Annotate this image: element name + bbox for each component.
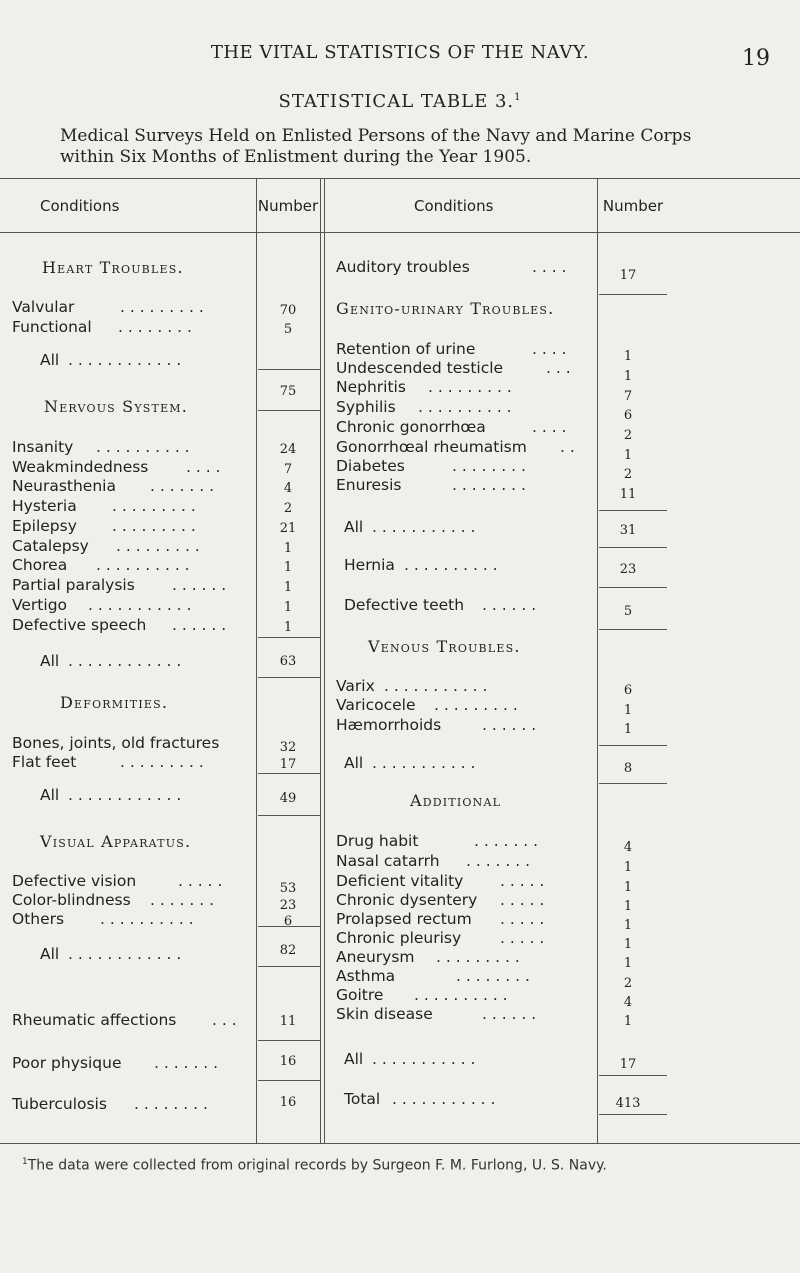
dot-leader: . . . . . . . [154, 1054, 219, 1072]
row-value: 1 [283, 620, 293, 635]
dot-leader: . . . . . . . [474, 832, 539, 850]
header-number-right: Number [602, 197, 664, 215]
row-value: 1 [623, 918, 633, 933]
subtotal-rule [258, 966, 320, 967]
row-value: 6 [623, 683, 633, 698]
column-divider-3 [324, 178, 325, 1143]
header-number-left: Number [257, 197, 319, 215]
dot-leader: . . [560, 438, 575, 456]
row-value: 2 [283, 501, 293, 516]
dot-leader: . . . . . . . . . . [404, 556, 498, 574]
row-label: Catalepsy [12, 537, 89, 555]
row-label: Auditory troubles [336, 258, 470, 276]
row-value: 6 [623, 408, 633, 423]
additional-heading: Additional [410, 791, 502, 810]
header-conditions-left: Conditions [40, 197, 120, 215]
row-label: Bones, joints, old fractures [12, 734, 220, 752]
table-top-rule [0, 178, 800, 179]
page-number: 19 [742, 46, 770, 71]
row-value: 413 [615, 1096, 641, 1111]
row-value: 11 [619, 487, 637, 502]
dot-leader: . . . . . . . . . [434, 696, 518, 714]
row-label: Functional [12, 318, 92, 336]
dot-leader: . . . . . . . . . . [418, 398, 512, 416]
subtitle-line-2: within Six Months of Enlistment during the Year 1905. [60, 147, 532, 167]
subtotal-rule [258, 773, 320, 774]
dot-leader: . . . . . [500, 910, 545, 928]
row-label: Aneurysm [336, 948, 415, 966]
row-value: 53 [279, 881, 297, 896]
row-value: 1 [283, 541, 293, 556]
column-divider-2 [320, 178, 321, 1143]
row-value: 2 [623, 976, 633, 991]
dot-leader: . . . . . . . . . . . [372, 518, 476, 536]
row-label: Retention of urine [336, 340, 476, 358]
row-value: 23 [619, 562, 637, 577]
dot-leader: . . . . . [500, 929, 545, 947]
dot-leader: . . . . . . [482, 596, 537, 614]
dot-leader: . . . . . . . . . . [100, 910, 194, 928]
row-label: Rheumatic affections [12, 1011, 177, 1029]
row-value: 4 [623, 840, 633, 855]
dot-leader: . . . . [532, 340, 567, 358]
dot-leader: . . . . . . . . . [112, 517, 196, 535]
visual-apparatus-heading: Visual Apparatus. [40, 832, 192, 851]
dot-leader: . . . . . . . . [134, 1095, 208, 1113]
heart-troubles-heading: Heart Troubles. [42, 258, 184, 277]
row-value: 21 [279, 521, 297, 536]
dot-leader: . . . . . . [172, 576, 227, 594]
subtotal-rule [258, 410, 320, 411]
dot-leader: . . . . . . . . . [112, 497, 196, 515]
row-value: 1 [623, 880, 633, 895]
venous-troubles-heading: Venous Troubles. [368, 637, 521, 656]
row-value: 16 [279, 1095, 297, 1110]
row-label: Defective speech [12, 616, 147, 634]
subtotal-rule [599, 587, 667, 588]
table-title-text: STATISTICAL TABLE 3. [278, 91, 515, 112]
row-label: Chorea [12, 556, 68, 574]
row-value: 1 [283, 560, 293, 575]
row-label: Skin disease [336, 1005, 433, 1023]
row-label: Goitre [336, 986, 384, 1004]
dot-leader: . . . . . . . . . [116, 537, 200, 555]
subtotal-rule [599, 294, 667, 295]
row-label: All [40, 351, 60, 369]
row-label: Partial paralysis [12, 576, 135, 594]
row-value: 7 [283, 462, 293, 477]
row-value: 23 [279, 898, 297, 913]
row-label: Varicocele [336, 696, 416, 714]
row-value: 17 [279, 757, 297, 772]
subtotal-rule [258, 815, 320, 816]
row-value: 75 [279, 384, 297, 399]
table-title [0, 91, 800, 112]
dot-leader: . . . . . . . . . . . [88, 596, 192, 614]
row-label: Neurasthenia [12, 477, 116, 495]
row-label: Total [344, 1090, 381, 1108]
footnote-mark-bottom: 1 [22, 1157, 28, 1167]
dot-leader: . . . [546, 359, 571, 377]
row-label: All [344, 754, 364, 772]
row-value: 2 [623, 467, 633, 482]
subtitle-line-1: Medical Surveys Held on Enlisted Persons of the Navy and Marine Corps [60, 126, 692, 146]
row-value: 24 [279, 442, 297, 457]
dot-leader: . . . . . . . . . [120, 298, 204, 316]
row-label: Chronic gonorrhœa [336, 418, 486, 436]
dot-leader: . . . . . . [482, 1005, 537, 1023]
dot-leader: . . . . . . . . . . . [392, 1090, 496, 1108]
row-label: Hysteria [12, 497, 77, 515]
row-value: 1 [623, 369, 633, 384]
dot-leader: . . . . . . . . . . . [372, 754, 476, 772]
row-label: Epilepsy [12, 517, 77, 535]
row-label: Flat feet [12, 753, 77, 771]
row-label: Prolapsed rectum [336, 910, 472, 928]
dot-leader: . . . . . . . . . [436, 948, 520, 966]
row-value: 1 [623, 722, 633, 737]
row-value: 1 [623, 937, 633, 952]
table-bottom-rule [0, 1143, 800, 1144]
row-label: Others [12, 910, 65, 928]
row-label: All [344, 518, 364, 536]
row-value: 1 [623, 703, 633, 718]
dot-leader: . . . . . . . . [452, 457, 526, 475]
subtotal-rule [258, 1080, 320, 1081]
subtotal-rule [258, 677, 320, 678]
subtotal-rule [599, 547, 667, 548]
row-value: 32 [279, 740, 297, 755]
row-value: 1 [623, 899, 633, 914]
row-value: 1 [623, 956, 633, 971]
row-label: All [40, 786, 60, 804]
dot-leader: . . . . . . . . . . [414, 986, 508, 1004]
row-label: Undescended testicle [336, 359, 504, 377]
dot-leader: . . . . . . . . [118, 318, 192, 336]
row-value: 31 [619, 523, 637, 538]
row-label: Defective teeth [344, 596, 465, 614]
dot-leader: . . . . . . . . . . . [372, 1050, 476, 1068]
subtotal-rule [599, 629, 667, 630]
row-value: 63 [279, 654, 297, 669]
footnote [22, 1157, 607, 1174]
row-value: 1 [623, 349, 633, 364]
row-value: 70 [279, 303, 297, 318]
row-label: All [40, 945, 60, 963]
genito-urinary-heading: Genito-urinary Troubles. [336, 299, 555, 318]
row-value: 4 [623, 995, 633, 1010]
footnote-mark: 1 [514, 92, 522, 103]
dot-leader: . . . . [532, 258, 567, 276]
row-label: Chronic dysentery [336, 891, 478, 909]
dot-leader: . . . . . [500, 891, 545, 909]
dot-leader: . . . . . . . . [452, 476, 526, 494]
row-label: Chronic pleurisy [336, 929, 462, 947]
row-value: 1 [623, 860, 633, 875]
row-label: Asthma [336, 967, 396, 985]
footnote-text: The data were collected from original records by Surgeon F. M. Furlong, U. S. Navy. [27, 1157, 607, 1174]
row-value: 5 [283, 322, 293, 337]
dot-leader: . . . . . . [172, 616, 227, 634]
dot-leader: . . . . . . . . . . [96, 556, 190, 574]
subtotal-rule [258, 369, 320, 370]
header-conditions-right: Conditions [414, 197, 494, 215]
row-label: Hæmorrhoids [336, 716, 442, 734]
row-label: Drug habit [336, 832, 419, 850]
row-label: Defective vision [12, 872, 137, 890]
row-label: Insanity [12, 438, 74, 456]
row-label: Poor physique [12, 1054, 122, 1072]
row-label: Vertigo [12, 596, 68, 614]
subtotal-rule [599, 1075, 667, 1076]
row-value: 1 [623, 448, 633, 463]
row-value: 1 [283, 580, 293, 595]
dot-leader: . . . . . . . . [456, 967, 530, 985]
dot-leader: . . . . . . . [466, 852, 531, 870]
subtotal-rule [258, 637, 320, 638]
row-label: All [344, 1050, 364, 1068]
row-value: 49 [279, 791, 297, 806]
row-label: Nasal catarrh [336, 852, 440, 870]
row-label: Weakmindedness [12, 458, 149, 476]
row-label: Color-blindness [12, 891, 131, 909]
row-label: Valvular [12, 298, 75, 316]
row-value: 1 [623, 1014, 633, 1029]
subtotal-rule [599, 745, 667, 746]
dot-leader: . . . . . . . . . . . . [68, 786, 182, 804]
row-value: 17 [619, 268, 637, 283]
row-label: Gonorrhœal rheumatism [336, 438, 527, 456]
dot-leader: . . . . . . . . . . . . [68, 945, 182, 963]
row-value: 82 [279, 943, 297, 958]
row-value: 1 [283, 600, 293, 615]
dot-leader: . . . . . . . . . . . [384, 677, 488, 695]
dot-leader: . . . . [532, 418, 567, 436]
row-value: 4 [283, 481, 293, 496]
dot-leader: . . . . . . . . . . [96, 438, 190, 456]
running-head: THE VITAL STATISTICS OF THE NAVY. [210, 42, 590, 63]
dot-leader: . . . . . . . . . . . . [68, 652, 182, 670]
row-value: 5 [623, 604, 633, 619]
row-label: Hernia [344, 556, 395, 574]
dot-leader: . . . . . . . [150, 891, 215, 909]
dot-leader: . . . . . . [482, 716, 537, 734]
row-value: 17 [619, 1057, 637, 1072]
row-label: Varix [336, 677, 375, 695]
dot-leader: . . . . . . . . . [120, 753, 204, 771]
header-rule [0, 232, 800, 233]
dot-leader: . . . . . . . . . [428, 378, 512, 396]
column-divider-1 [256, 178, 257, 1143]
row-value: 11 [279, 1014, 297, 1029]
row-label: Deficient vitality [336, 872, 464, 890]
dot-leader: . . . . [186, 458, 221, 476]
dot-leader: . . . . . . . . . . . . [68, 351, 182, 369]
dot-leader: . . . . . [178, 872, 223, 890]
row-label: Syphilis [336, 398, 396, 416]
row-label: Nephritis [336, 378, 406, 396]
dot-leader: . . . [212, 1011, 237, 1029]
row-value: 6 [283, 914, 293, 929]
row-value: 16 [279, 1054, 297, 1069]
subtotal-rule [599, 510, 667, 511]
subtotal-rule [258, 1040, 320, 1041]
row-label: Enuresis [336, 476, 402, 494]
row-value: 8 [623, 761, 633, 776]
row-label: Diabetes [336, 457, 405, 475]
nervous-system-heading: Nervous System. [44, 397, 189, 416]
row-label: All [40, 652, 60, 670]
row-value: 2 [623, 428, 633, 443]
dot-leader: . . . . . . . [150, 477, 215, 495]
dot-leader: . . . . . [500, 872, 545, 890]
deformities-heading: Deformities. [60, 693, 169, 712]
subtotal-rule [599, 783, 667, 784]
subtotal-rule [599, 1114, 667, 1115]
row-label: Tuberculosis [12, 1095, 107, 1113]
row-value: 7 [623, 389, 633, 404]
